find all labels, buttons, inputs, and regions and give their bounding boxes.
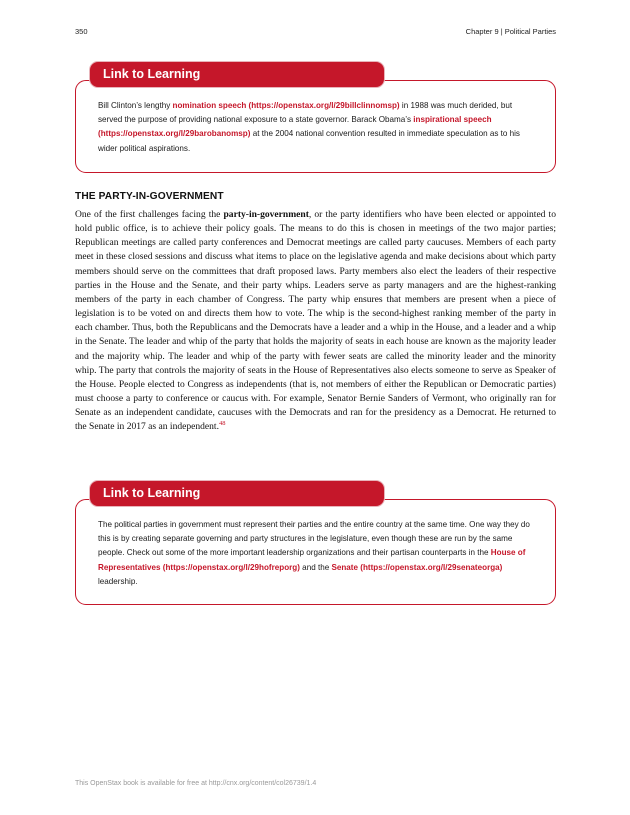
link-to-learning-title-2: Link to Learning	[103, 486, 201, 500]
inspirational-speech-link[interactable]: inspirational speech (https://openstax.org/l/29barobanomsp)	[98, 115, 492, 139]
footnote-ref[interactable]: 48	[218, 420, 226, 428]
link-to-learning-box-2	[75, 486, 556, 605]
link-box-2-text-3: leadership.	[98, 576, 138, 586]
page-footer: This OpenStax book is available for free at http://cnx.org/content/col26739/1.4	[75, 780, 317, 787]
key-term: party-in-government	[223, 209, 309, 220]
chapter-title: Chapter 9 | Political Parties	[465, 27, 556, 36]
body-paragraph	[75, 208, 556, 435]
link-to-learning-title-1: Link to Learning	[103, 67, 201, 81]
page-number: 350	[75, 27, 88, 36]
house-of-representatives-link[interactable]: House of Representatives (https://openstax.org/l/29hofreporg)	[98, 548, 526, 572]
link-box-2-text-1: The political parties in government must represent their parties and the entire country at the same time. One way they do this is by creating separate governing and party structures in the legislature, even though these are run by the same people. Check out some of the more important leadership organizations and their partisan counterparts in the	[98, 520, 530, 558]
link-box-1-text-2: in 1988 was much derided, but served the purpose of providing national exposure to a state governor. Barack Obama’s	[98, 101, 513, 125]
senate-link[interactable]: Senate (https://openstax.org/l/29senateorga)	[331, 562, 503, 572]
link-to-learning-tab-2	[89, 480, 385, 507]
link-to-learning-text-2	[98, 518, 535, 589]
link-box-2-text-2: and the	[299, 562, 332, 572]
para-before-term: One of the first challenges facing the	[75, 209, 224, 220]
link-box-1-text-3: at the 2004 national convention resulted in immediate speculation as to his wider political aspirations.	[98, 129, 520, 153]
link-to-learning-text-1	[98, 99, 535, 156]
link-box-1-text-1: Bill Clinton’s lengthy	[98, 101, 173, 110]
page-header	[75, 27, 556, 39]
para-after-term: , or the party identifiers who have been elected or appointed to hold public office, is to achieve their policy goals. The means to do this is chosen in meetings of the two major parties; Republican meetings are called party conferences and Democrat meetings are called party caucuses. Members of each party meet in these closed sessions and discuss what items to place on the legislative agenda and make decisions about which party members should serve on the committees that draft proposed laws. Party members also elect the leaders of their respective parties in the House and the Senate, and their party whips. Leaders serve as party managers and are the highest-ranking members of the party in each chamber of Congress. The party whip ensures that members are present when a piece of legislation is to be voted on and directs them how to vote. The whip is the second-highest ranking member of the party in each chamber. Thus, both the Republicans and the Democrats have a leader and a whip in the House, and a leader and a whip in the Senate. The leader and whip of the party that holds the majority of seats in each house are known as the majority leader and the majority whip. The leader and whip of the party with fewer seats are called the minority leader and the minority whip. The party that controls the majority of seats in the House of Representatives also elects someone to serve as Speaker of the House. People elected to Congress as independents (that is, not members of either the Republican or Democratic parties) must choose a party to conference or caucus with. For example, Senator Bernie Sanders of Vermont, who originally ran for Senate as an independent candidate, caucuses with the Democrats and ran for the presidency as a Democrat. He returned to the Senate in 2017 as an independent.	[75, 209, 556, 433]
nomination-speech-link[interactable]: nomination speech (https://openstax.org/l/29billclinnomsp)	[172, 101, 400, 110]
link-to-learning-tab-1	[89, 61, 385, 88]
link-to-learning-box-1	[75, 67, 556, 173]
section-heading: THE PARTY-IN-GOVERNMENT	[75, 191, 224, 202]
